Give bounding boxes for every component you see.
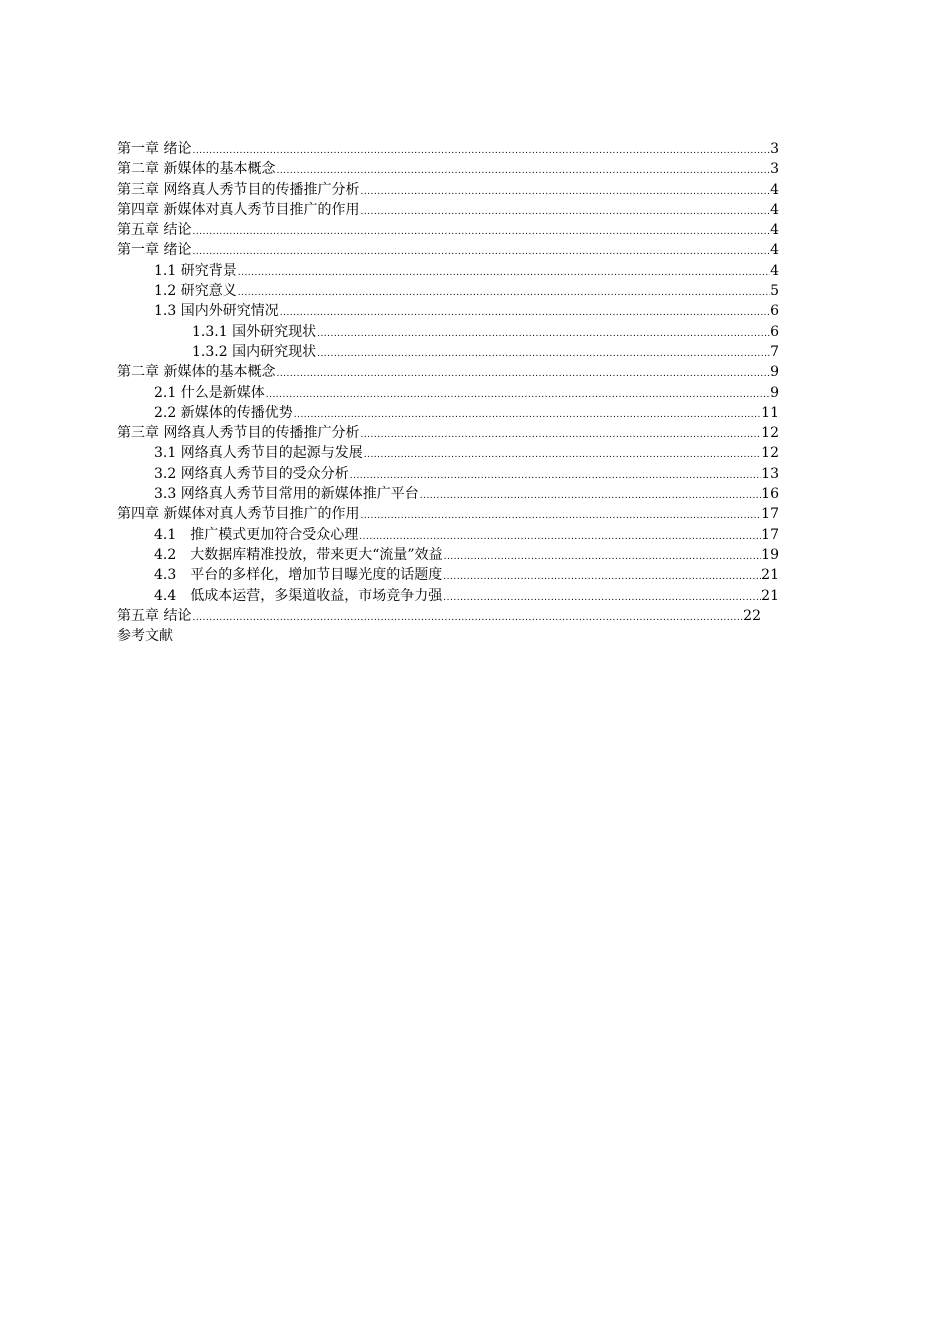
toc-entry-page-number: 4 xyxy=(770,242,779,259)
toc-entry-title: 4.3 平台的多样化，增加节目曝光度的话题度 xyxy=(154,567,443,584)
toc-dot-leader xyxy=(191,141,770,159)
toc-entry-page-number: 21 xyxy=(761,567,779,584)
toc-dot-leader xyxy=(275,161,770,179)
toc-entry xyxy=(117,220,779,240)
toc-entry xyxy=(117,281,779,301)
toc-dot-leader xyxy=(191,222,770,240)
toc-entry-page-number: 7 xyxy=(770,343,779,360)
toc-entry-page-number: 3 xyxy=(770,141,779,157)
toc-entry-page-number: 17 xyxy=(761,506,779,523)
toc-entry xyxy=(117,261,779,281)
toc-entry-title: 4.4 低成本运营，多渠道收益，市场竞争力强 xyxy=(154,587,443,604)
toc-entry-title: 4.1 推广模式更加符合受众心理 xyxy=(154,526,359,543)
toc-dot-leader xyxy=(359,182,770,200)
toc-entry xyxy=(117,443,779,463)
toc-dot-leader xyxy=(358,527,761,545)
toc-dot-leader xyxy=(265,385,770,403)
toc-dot-leader xyxy=(443,547,762,565)
toc-entry xyxy=(117,383,779,403)
toc-entry xyxy=(117,565,779,585)
toc-entry-title: 第一章 绪论 xyxy=(117,242,192,259)
toc-entry-page-number: 16 xyxy=(761,486,779,503)
references-heading: 参考文献 xyxy=(117,628,173,645)
toc-entry-title: 1.3 国内外研究情况 xyxy=(154,303,279,320)
toc-dot-leader xyxy=(237,283,770,301)
toc-entry-title: 3.2 网络真人秀节目的受众分析 xyxy=(154,465,349,482)
toc-entry-title: 第二章 新媒体的基本概念 xyxy=(117,161,276,178)
toc-entry-title: 2.2 新媒体的传播优势 xyxy=(154,404,293,421)
toc-entry-title: 1.1 研究背景 xyxy=(154,262,237,279)
toc-entry-page-number: 19 xyxy=(761,546,779,563)
toc-entry-title: 第五章 结论 xyxy=(117,222,192,239)
toc-dot-leader xyxy=(349,466,761,484)
toc-entry-title: 1.3.2 国内研究现状 xyxy=(192,343,317,360)
toc-entry-title: 3.1 网络真人秀节目的起源与发展 xyxy=(154,445,363,462)
toc-entry-page-number: 22 xyxy=(743,607,761,624)
toc-entry xyxy=(117,240,779,260)
toc-dot-leader xyxy=(191,608,743,626)
toc-entry xyxy=(117,362,779,382)
toc-entry-page-number: 6 xyxy=(770,323,779,340)
toc-dot-leader xyxy=(316,324,770,342)
toc-entry-title: 1.2 研究意义 xyxy=(154,283,237,300)
toc-entry-title: 第三章 网络真人秀节目的传播推广分析 xyxy=(117,181,360,198)
toc-entry-title: 第三章 网络真人秀节目的传播推广分析 xyxy=(117,425,360,442)
toc-entry xyxy=(117,545,779,565)
toc-dot-leader xyxy=(442,567,761,585)
toc-entry-title: 4.2 大数据库精准投放，带来更大“流量”效益 xyxy=(154,546,443,563)
toc-entry xyxy=(117,159,779,179)
toc-entry xyxy=(117,139,779,159)
toc-dot-leader xyxy=(442,588,761,606)
toc-entry xyxy=(117,606,761,626)
toc-entry xyxy=(117,525,779,545)
toc-entry-page-number: 4 xyxy=(770,262,779,279)
toc-entry-title: 第二章 新媒体的基本概念 xyxy=(117,364,276,381)
toc-entry xyxy=(117,301,779,321)
toc-entry-page-number: 9 xyxy=(770,384,779,401)
toc-dot-leader xyxy=(237,263,770,281)
toc-entry xyxy=(117,423,779,443)
toc-entry-page-number: 21 xyxy=(761,587,779,604)
toc-dot-leader xyxy=(316,344,770,362)
toc-entry xyxy=(117,180,779,200)
toc-entry-page-number: 17 xyxy=(761,526,779,543)
toc-entry-page-number: 13 xyxy=(761,465,779,482)
toc-dot-leader xyxy=(293,405,761,423)
toc-entry-title: 2.1 什么是新媒体 xyxy=(154,384,265,401)
toc-entry-title: 3.3 网络真人秀节目常用的新媒体推广平台 xyxy=(154,486,419,503)
toc-entry-page-number: 3 xyxy=(770,161,779,178)
toc-entry-title: 第四章 新媒体对真人秀节目推广的作用 xyxy=(117,201,360,218)
toc-entry xyxy=(117,464,779,484)
toc-entry-page-number: 12 xyxy=(761,445,779,462)
toc-entry-page-number: 4 xyxy=(770,201,779,218)
toc-entry xyxy=(117,484,779,504)
toc-entry-page-number: 4 xyxy=(770,222,779,239)
toc-entry xyxy=(117,504,779,524)
toc-entry-page-number: 12 xyxy=(761,425,779,442)
toc-dot-leader xyxy=(279,303,770,321)
toc-entry-page-number: 4 xyxy=(770,181,779,198)
toc-dot-leader xyxy=(359,425,761,443)
toc-entry-page-number: 5 xyxy=(770,283,779,300)
toc-entry-title: 第四章 新媒体对真人秀节目推广的作用 xyxy=(117,506,360,523)
toc-entry-page-number: 9 xyxy=(770,364,779,381)
toc-entry-title: 第一章 绪论 xyxy=(117,141,192,157)
toc-dot-leader xyxy=(359,202,770,220)
toc-dot-leader xyxy=(191,242,770,260)
toc-entry xyxy=(117,586,779,606)
toc-entry-page-number: 11 xyxy=(761,404,779,421)
toc-entry-title: 1.3.1 国外研究现状 xyxy=(192,323,317,340)
table-of-contents xyxy=(117,139,779,646)
toc-dot-leader xyxy=(359,506,761,524)
toc-dot-leader xyxy=(363,445,761,463)
toc-entry xyxy=(117,200,779,220)
toc-entry xyxy=(117,342,779,362)
toc-entry xyxy=(117,322,779,342)
toc-dot-leader xyxy=(419,486,761,504)
toc-entry-title: 第五章 结论 xyxy=(117,607,192,624)
toc-entry xyxy=(117,403,779,423)
toc-entry-page-number: 6 xyxy=(770,303,779,320)
toc-dot-leader xyxy=(275,364,770,382)
